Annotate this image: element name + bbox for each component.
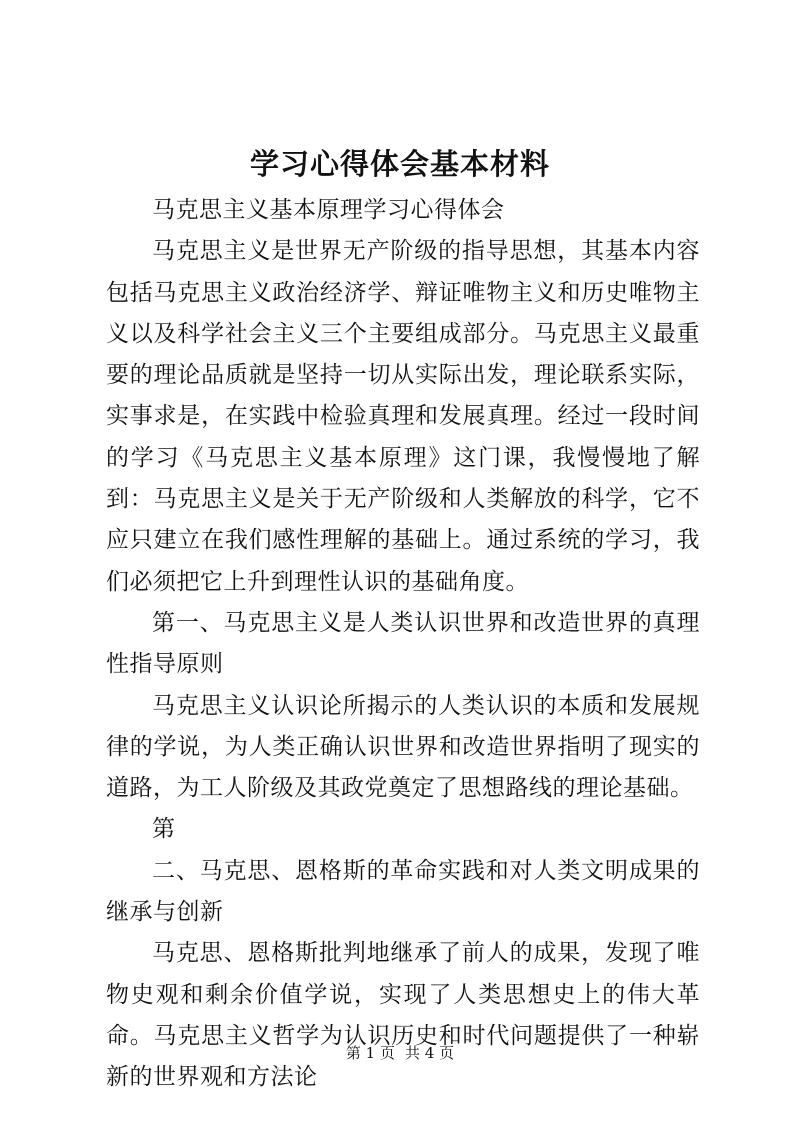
page-number: 第 1 页 <box>345 1044 395 1062</box>
document-title: 学习心得体会基本材料 <box>249 147 550 181</box>
subtitle-paragraph: 马克思主义基本原理学习心得体会 <box>152 197 505 223</box>
body-paragraph-fragment: 第 <box>152 816 176 843</box>
body-paragraph: 马克思主义是世界无产阶级的指导思想，其基本内容包括马克思主义政治经济学、辩证唯物主义和历史唯物主义以及科学社会主义三个主要组成部分。马克思主义最重要的理论品质就是坚持一切从实际出发，理论联系实际，实事求是，在实践中检验真理和发展真理。经过一段时间的学习《马克思主义基本原理》这门课，我慢慢地了解到：马克思主义是关于无产阶级和人类解放的科学，它不应只建立在我们感性理解的基础上。通过系统的学习，我们必须把它上升到理性认识的基础角度。 <box>106 238 700 595</box>
document-body <box>106 190 700 1099</box>
body-paragraph: 马克思主义认识论所揭示的人类认识的本质和发展规律的学说，为人类正确认识世界和改造世界指明了现实的道路，为工人阶级及其政党奠定了思想路线的理论基础。 <box>106 692 700 802</box>
body-paragraph: 马克思、恩格斯批判地继承了前人的成果，发现了唯物史观和剩余价值学说，实现了人类思想史上的伟大革命。马克思主义哲学为认识历史和时代问题提供了一种崭新的世界观和方法论 <box>106 940 700 1091</box>
section-heading-1: 第一、马克思主义是人类认识世界和改造世界的真理性指导原则 <box>106 609 700 678</box>
page-footer <box>0 1042 800 1064</box>
section-heading-2: 二、马克思、恩格斯的革命实践和对人类文明成果的继承与创新 <box>106 857 700 926</box>
total-pages: 共 4 页 <box>405 1044 455 1062</box>
